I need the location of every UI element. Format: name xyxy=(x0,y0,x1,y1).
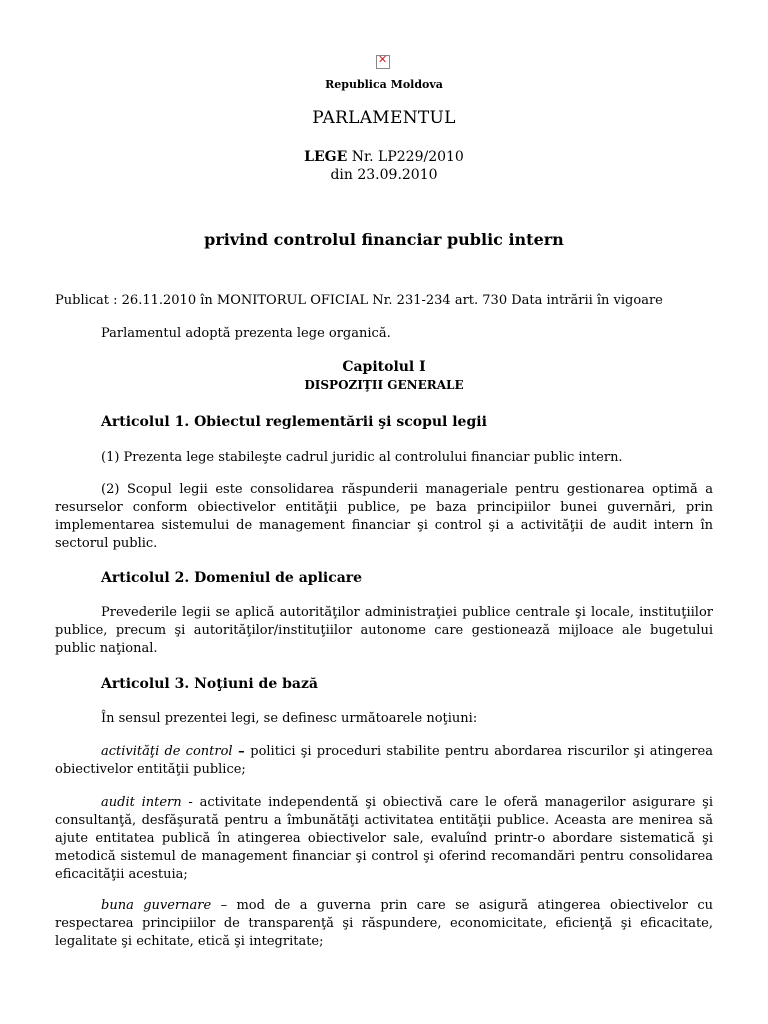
article-1-paragraph-1: (1) Prezenta lege stabileşte cadrul juridic al controlului financiar public intern. xyxy=(101,450,623,465)
law-date: din 23.09.2010 xyxy=(330,167,438,183)
definition-text: mod de a guverna prin care se asigură atingerea obiectivelor cu respectarea principiilor de transparenţă şi răspundere, economicitate, eficienţă şi eficacitate, legalitate şi echitate, etică şi integritate; xyxy=(55,898,713,949)
definition-term: audit intern xyxy=(101,795,182,810)
article-3-heading: Articolul 3. Noţiuni de bază xyxy=(101,676,318,692)
article-3-intro: În sensul prezentei legi, se definesc următoarele noţiuni: xyxy=(101,711,478,726)
definition-separator: – xyxy=(211,898,237,913)
definition-separator: – xyxy=(232,744,251,759)
article-1-heading: Articolul 1. Obiectul reglementării şi scopul legii xyxy=(101,414,487,430)
institution-name: PARLAMENTUL xyxy=(312,108,456,128)
article-2-heading: Articolul 2. Domeniul de aplicare xyxy=(101,570,363,586)
article-2-paragraph-1: Prevederile legii se aplică autorităţilor administraţiei publice centrale şi locale, instituţiilor publice, precum şi autorităţilor/instituţiilor autonome care gestionează mijloace ale bugetului public naţional. xyxy=(55,605,713,656)
law-identifier xyxy=(0,148,768,184)
law-number: Nr. LP229/2010 xyxy=(351,149,464,165)
chapter-number: Capitolul I xyxy=(342,359,426,375)
definition-separator: - xyxy=(181,795,200,810)
law-title: privind controlul financiar public intern xyxy=(204,230,564,249)
definition-text: politici şi proceduri stabilite pentru abordarea riscurilor şi atingerea obiectivelor entităţii publice; xyxy=(55,744,713,777)
definition-term: activităţi de control xyxy=(101,744,233,759)
chapter-title: DISPOZIŢII GENERALE xyxy=(304,378,464,392)
definition-term: buna guvernare xyxy=(101,898,212,913)
definition-text: activitate independentă şi obiectivă care le oferă managerilor asigurare şi consultanţă, desfăşurată pentru a îmbunătăţi activitatea entităţii publice. Aceasta are menirea să ajute entitatea publică în atingerea obiectivelor sale, evaluînd printr-o abordare sistematică şi metodică sistemul de management financiar şi control şi oferind recomandări pentru consolidarea eficacităţii acestuia; xyxy=(55,795,714,882)
law-label: LEGE xyxy=(304,149,348,165)
article-1-paragraph-2: (2) Scopul legii este consolidarea răspunderii manageriale pentru gestionarea optimă a resurselor conform obiectivelor entităţii publice, pe baza principiilor bunei guvernări, prin implementarea sistemului de management financiar şi control şi a activităţii de audit intern în sectorul public. xyxy=(55,482,713,551)
definition-item xyxy=(55,794,713,884)
country-name: Republica Moldova xyxy=(325,78,443,91)
publication-info: Publicat : 26.11.2010 în MONITORUL OFICIAL Nr. 231-234 art. 730 Data intrării în vigoare xyxy=(55,293,663,308)
preamble: Parlamentul adoptă prezenta lege organică. xyxy=(101,326,391,341)
definition-item xyxy=(55,897,713,951)
broken-image-icon xyxy=(376,55,390,69)
definition-item xyxy=(55,743,713,779)
